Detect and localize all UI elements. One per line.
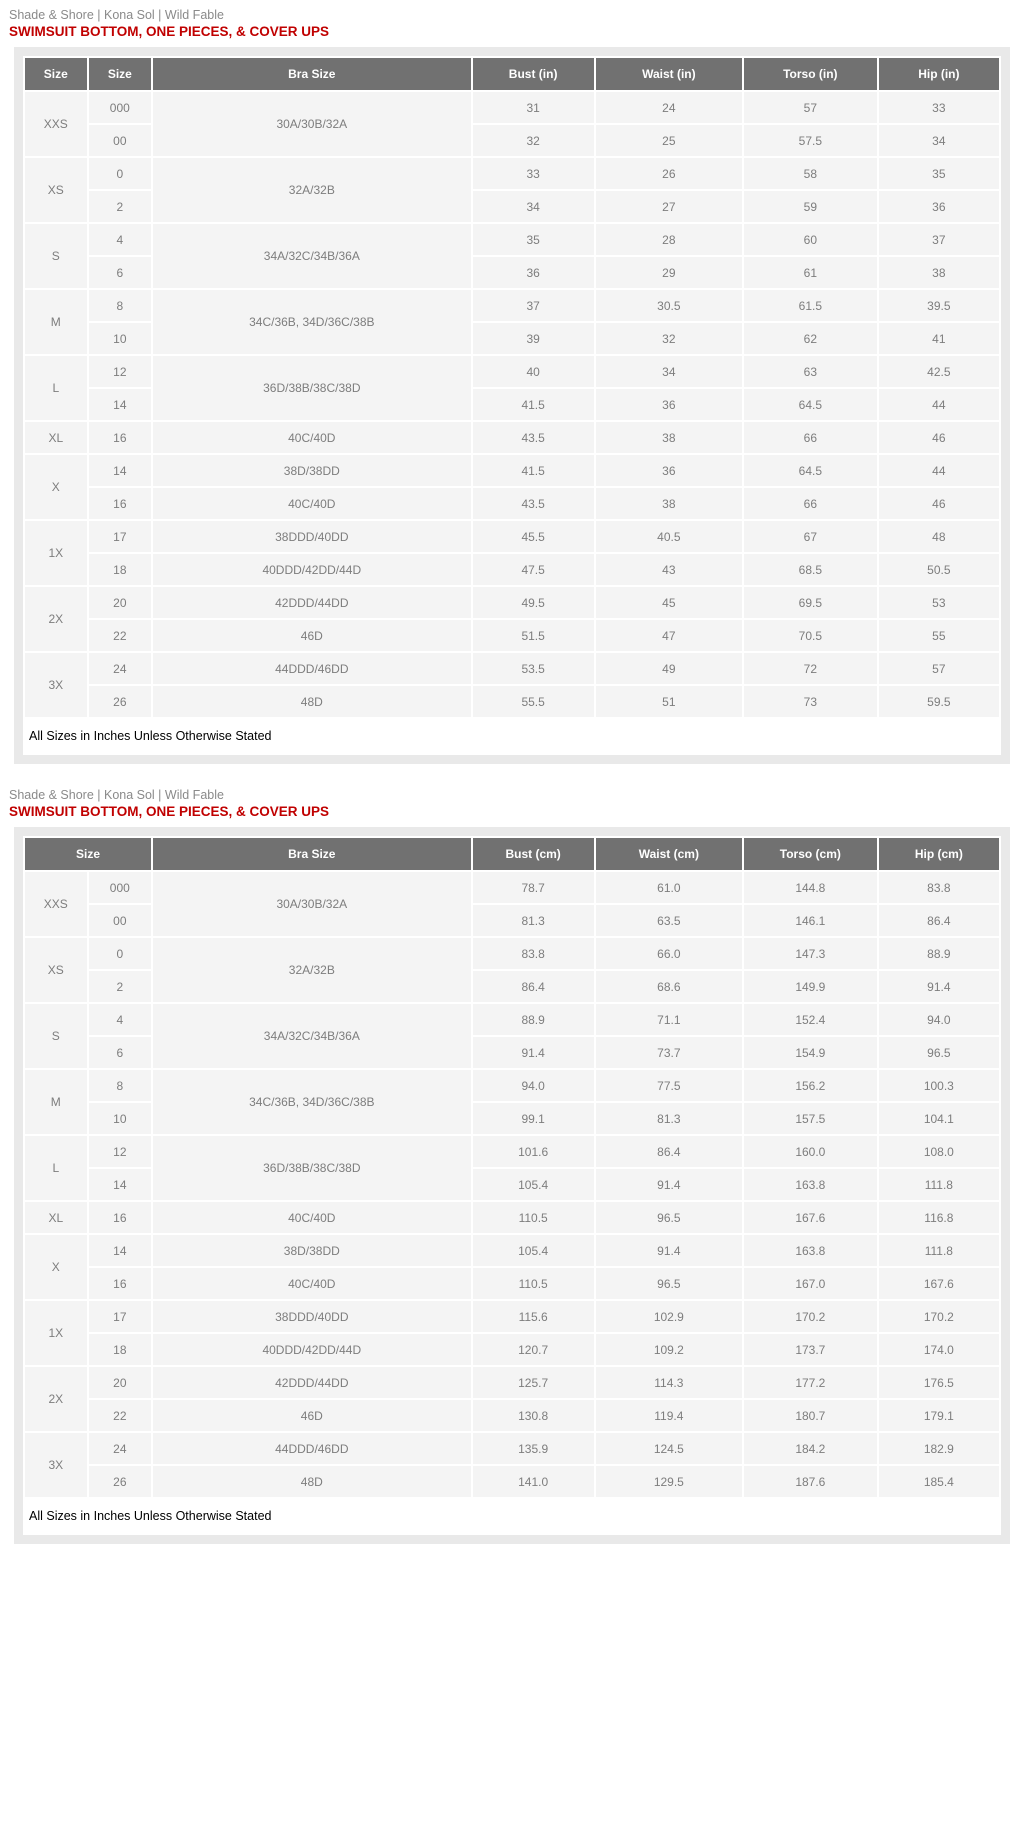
measurement-cell: 31: [473, 92, 594, 123]
measurement-cell: 32: [596, 323, 742, 354]
measurement-cell: 24: [596, 92, 742, 123]
size-group-cell: L: [25, 356, 87, 420]
column-header: Bra Size: [153, 838, 470, 870]
bra-size-cell: 34A/32C/34B/36A: [153, 1004, 470, 1068]
size-chart-panel-inches: [14, 47, 1010, 764]
footnote-row: [25, 1499, 999, 1533]
size-number-cell: 14: [89, 1235, 152, 1266]
bra-size-cell: 44DDD/46DD: [153, 653, 470, 684]
measurement-cell: 57.5: [744, 125, 877, 156]
measurement-cell: 115.6: [473, 1301, 594, 1332]
measurement-cell: 59: [744, 191, 877, 222]
measurement-cell: 157.5: [744, 1103, 877, 1134]
measurement-cell: 41.5: [473, 455, 594, 486]
bra-size-cell: 38D/38DD: [153, 455, 470, 486]
table-row: [25, 587, 999, 618]
measurement-cell: 51: [596, 686, 742, 717]
size-number-cell: 16: [89, 422, 152, 453]
measurement-cell: 101.6: [473, 1136, 594, 1167]
measurement-cell: 185.4: [879, 1466, 999, 1497]
measurement-cell: 61: [744, 257, 877, 288]
bra-size-cell: 36D/38B/38C/38D: [153, 356, 470, 420]
size-number-cell: 4: [89, 224, 152, 255]
measurement-cell: 88.9: [473, 1004, 594, 1035]
footnote-row: [25, 719, 999, 753]
measurement-cell: 152.4: [744, 1004, 877, 1035]
measurement-cell: 44: [879, 455, 999, 486]
bra-size-cell: 40DDD/42DD/44D: [153, 554, 470, 585]
measurement-cell: 170.2: [744, 1301, 877, 1332]
measurement-cell: 26: [596, 158, 742, 189]
measurement-cell: 32: [473, 125, 594, 156]
measurement-cell: 50.5: [879, 554, 999, 585]
measurement-cell: 173.7: [744, 1334, 877, 1365]
table-row: [25, 356, 999, 387]
column-header-size: Size: [89, 58, 152, 90]
measurement-cell: 37: [473, 290, 594, 321]
measurement-cell: 167.6: [744, 1202, 877, 1233]
bra-size-cell: 30A/30B/32A: [153, 92, 470, 156]
measurement-cell: 38: [879, 257, 999, 288]
measurement-cell: 83.8: [879, 872, 999, 903]
table-row: [25, 1400, 999, 1431]
size-number-cell: 14: [89, 389, 152, 420]
size-chart-panel-cm: [14, 827, 1010, 1544]
measurement-cell: 61.0: [596, 872, 742, 903]
measurement-cell: 42.5: [879, 356, 999, 387]
table-row: [25, 1334, 999, 1365]
cm-section: [0, 764, 1024, 1544]
bra-size-cell: 38D/38DD: [153, 1235, 470, 1266]
measurement-cell: 130.8: [473, 1400, 594, 1431]
bra-size-cell: 46D: [153, 1400, 470, 1431]
size-number-cell: 17: [89, 521, 152, 552]
size-number-cell: 12: [89, 1136, 152, 1167]
size-group-cell: S: [25, 1004, 87, 1068]
column-header: Torso (in): [744, 58, 877, 90]
size-group-cell: L: [25, 1136, 87, 1200]
bra-size-cell: 34C/36B, 34D/36C/38B: [153, 1070, 470, 1134]
measurement-cell: 110.5: [473, 1268, 594, 1299]
measurement-cell: 68.6: [596, 971, 742, 1002]
table-row: [25, 290, 999, 321]
measurement-cell: 66.0: [596, 938, 742, 969]
size-number-cell: 20: [89, 587, 152, 618]
column-header: Torso (cm): [744, 838, 877, 870]
measurement-cell: 108.0: [879, 1136, 999, 1167]
measurement-cell: 63.5: [596, 905, 742, 936]
measurement-cell: 78.7: [473, 872, 594, 903]
bra-size-cell: 30A/30B/32A: [153, 872, 470, 936]
measurement-cell: 47: [596, 620, 742, 651]
column-header: Hip (in): [879, 58, 999, 90]
size-number-cell: 12: [89, 356, 152, 387]
category-title: SWIMSUIT BOTTOM, ONE PIECES, & COVER UPS: [9, 804, 330, 819]
bra-size-cell: 32A/32B: [153, 938, 470, 1002]
measurement-cell: 35: [473, 224, 594, 255]
measurement-cell: 43.5: [473, 488, 594, 519]
table-row: [25, 1433, 999, 1464]
bra-size-cell: 40C/40D: [153, 1202, 470, 1233]
table-row: [25, 1367, 999, 1398]
measurement-cell: 96.5: [596, 1268, 742, 1299]
column-header: Bust (in): [473, 58, 594, 90]
measurement-cell: 25: [596, 125, 742, 156]
measurement-cell: 36: [473, 257, 594, 288]
measurement-cell: 34: [879, 125, 999, 156]
footnote-text: All Sizes in Inches Unless Otherwise Stated: [25, 719, 999, 753]
measurement-cell: 141.0: [473, 1466, 594, 1497]
measurement-cell: 96.5: [596, 1202, 742, 1233]
measurement-cell: 147.3: [744, 938, 877, 969]
column-header: Waist (in): [596, 58, 742, 90]
measurement-cell: 83.8: [473, 938, 594, 969]
table-row: [25, 1235, 999, 1266]
measurement-cell: 135.9: [473, 1433, 594, 1464]
measurement-cell: 187.6: [744, 1466, 877, 1497]
size-number-cell: 17: [89, 1301, 152, 1332]
bra-size-cell: 40C/40D: [153, 1268, 470, 1299]
measurement-cell: 46: [879, 488, 999, 519]
measurement-cell: 67: [744, 521, 877, 552]
measurement-cell: 28: [596, 224, 742, 255]
measurement-cell: 47.5: [473, 554, 594, 585]
measurement-cell: 37: [879, 224, 999, 255]
measurement-cell: 39.5: [879, 290, 999, 321]
measurement-cell: 43.5: [473, 422, 594, 453]
measurement-cell: 120.7: [473, 1334, 594, 1365]
size-number-cell: 000: [89, 872, 152, 903]
table-row: [25, 872, 999, 903]
measurement-cell: 86.4: [473, 971, 594, 1002]
table-row: [25, 1268, 999, 1299]
measurement-cell: 48: [879, 521, 999, 552]
measurement-cell: 73.7: [596, 1037, 742, 1068]
size-number-cell: 26: [89, 686, 152, 717]
measurement-cell: 149.9: [744, 971, 877, 1002]
measurement-cell: 38: [596, 488, 742, 519]
measurement-cell: 53.5: [473, 653, 594, 684]
measurement-cell: 100.3: [879, 1070, 999, 1101]
bra-size-cell: 48D: [153, 686, 470, 717]
section-heading: [9, 8, 1024, 40]
size-number-cell: 14: [89, 1169, 152, 1200]
measurement-cell: 55: [879, 620, 999, 651]
size-number-cell: 14: [89, 455, 152, 486]
column-header-size: Size: [25, 838, 151, 870]
bra-size-cell: 42DDD/44DD: [153, 1367, 470, 1398]
measurement-cell: 33: [879, 92, 999, 123]
size-number-cell: 0: [89, 938, 152, 969]
measurement-cell: 38: [596, 422, 742, 453]
bra-size-cell: 46D: [153, 620, 470, 651]
measurement-cell: 105.4: [473, 1169, 594, 1200]
size-group-cell: M: [25, 1070, 87, 1134]
size-group-cell: 3X: [25, 653, 87, 717]
size-group-cell: XS: [25, 938, 87, 1002]
measurement-cell: 61.5: [744, 290, 877, 321]
measurement-cell: 59.5: [879, 686, 999, 717]
measurement-cell: 64.5: [744, 389, 877, 420]
measurement-cell: 34: [473, 191, 594, 222]
measurement-cell: 69.5: [744, 587, 877, 618]
measurement-cell: 41: [879, 323, 999, 354]
table-row: [25, 224, 999, 255]
table-row: [25, 620, 999, 651]
measurement-cell: 63: [744, 356, 877, 387]
measurement-cell: 129.5: [596, 1466, 742, 1497]
table-row: [25, 653, 999, 684]
section-heading: [9, 788, 1024, 820]
measurement-cell: 58: [744, 158, 877, 189]
column-header: Bust (cm): [473, 838, 594, 870]
size-number-cell: 000: [89, 92, 152, 123]
bra-size-cell: 40C/40D: [153, 422, 470, 453]
size-number-cell: 6: [89, 1037, 152, 1068]
size-number-cell: 22: [89, 620, 152, 651]
size-group-cell: 2X: [25, 587, 87, 651]
size-group-cell: X: [25, 1235, 87, 1299]
measurement-cell: 45.5: [473, 521, 594, 552]
bra-size-cell: 48D: [153, 1466, 470, 1497]
size-number-cell: 20: [89, 1367, 152, 1398]
size-number-cell: 10: [89, 1103, 152, 1134]
brand-line: Shade & Shore | Kona Sol | Wild Fable: [9, 8, 224, 22]
measurement-cell: 177.2: [744, 1367, 877, 1398]
size-number-cell: 6: [89, 257, 152, 288]
measurement-cell: 36: [596, 389, 742, 420]
measurement-cell: 57: [744, 92, 877, 123]
measurement-cell: 146.1: [744, 905, 877, 936]
measurement-cell: 94.0: [473, 1070, 594, 1101]
measurement-cell: 182.9: [879, 1433, 999, 1464]
table-row: [25, 422, 999, 453]
table-row: [25, 1004, 999, 1035]
measurement-cell: 88.9: [879, 938, 999, 969]
size-number-cell: 10: [89, 323, 152, 354]
measurement-cell: 40: [473, 356, 594, 387]
measurement-cell: 34: [596, 356, 742, 387]
size-group-cell: X: [25, 455, 87, 519]
size-number-cell: 24: [89, 1433, 152, 1464]
measurement-cell: 30.5: [596, 290, 742, 321]
table-row: [25, 158, 999, 189]
measurement-cell: 99.1: [473, 1103, 594, 1134]
measurement-cell: 167.0: [744, 1268, 877, 1299]
measurement-cell: 124.5: [596, 1433, 742, 1464]
size-number-cell: 00: [89, 125, 152, 156]
measurement-cell: 40.5: [596, 521, 742, 552]
column-header: Hip (cm): [879, 838, 999, 870]
bra-size-cell: 38DDD/40DD: [153, 1301, 470, 1332]
size-group-cell: 1X: [25, 1301, 87, 1365]
measurement-cell: 104.1: [879, 1103, 999, 1134]
measurement-cell: 180.7: [744, 1400, 877, 1431]
size-group-cell: M: [25, 290, 87, 354]
measurement-cell: 68.5: [744, 554, 877, 585]
column-header: Waist (cm): [596, 838, 742, 870]
measurement-cell: 91.4: [473, 1037, 594, 1068]
size-number-cell: 00: [89, 905, 152, 936]
measurement-cell: 49: [596, 653, 742, 684]
size-group-cell: XXS: [25, 872, 87, 936]
bra-size-cell: 40DDD/42DD/44D: [153, 1334, 470, 1365]
size-number-cell: 22: [89, 1400, 152, 1431]
size-number-cell: 26: [89, 1466, 152, 1497]
size-number-cell: 8: [89, 290, 152, 321]
table-row: [25, 938, 999, 969]
brand-line: Shade & Shore | Kona Sol | Wild Fable: [9, 788, 224, 802]
measurement-cell: 167.6: [879, 1268, 999, 1299]
measurement-cell: 45: [596, 587, 742, 618]
measurement-cell: 144.8: [744, 872, 877, 903]
size-chart-table-cm: [23, 836, 1001, 1535]
size-number-cell: 2: [89, 971, 152, 1002]
table-row: [25, 1202, 999, 1233]
bra-size-cell: 40C/40D: [153, 488, 470, 519]
measurement-cell: 35: [879, 158, 999, 189]
table-row: [25, 686, 999, 717]
measurement-cell: 62: [744, 323, 877, 354]
size-number-cell: 16: [89, 1268, 152, 1299]
measurement-cell: 43: [596, 554, 742, 585]
measurement-cell: 96.5: [879, 1037, 999, 1068]
measurement-cell: 70.5: [744, 620, 877, 651]
measurement-cell: 154.9: [744, 1037, 877, 1068]
measurement-cell: 64.5: [744, 455, 877, 486]
size-number-cell: 16: [89, 1202, 152, 1233]
table-row: [25, 521, 999, 552]
measurement-cell: 81.3: [473, 905, 594, 936]
size-number-cell: 8: [89, 1070, 152, 1101]
measurement-cell: 33: [473, 158, 594, 189]
size-group-cell: XL: [25, 422, 87, 453]
measurement-cell: 119.4: [596, 1400, 742, 1431]
measurement-cell: 81.3: [596, 1103, 742, 1134]
measurement-cell: 125.7: [473, 1367, 594, 1398]
measurement-cell: 174.0: [879, 1334, 999, 1365]
table-row: [25, 488, 999, 519]
measurement-cell: 102.9: [596, 1301, 742, 1332]
measurement-cell: 66: [744, 488, 877, 519]
measurement-cell: 86.4: [596, 1136, 742, 1167]
table-row: [25, 1136, 999, 1167]
size-group-cell: XL: [25, 1202, 87, 1233]
measurement-cell: 66: [744, 422, 877, 453]
measurement-cell: 77.5: [596, 1070, 742, 1101]
measurement-cell: 49.5: [473, 587, 594, 618]
table-row: [25, 455, 999, 486]
measurement-cell: 163.8: [744, 1235, 877, 1266]
bra-size-cell: 44DDD/46DD: [153, 1433, 470, 1464]
measurement-cell: 91.4: [596, 1169, 742, 1200]
size-number-cell: 4: [89, 1004, 152, 1035]
measurement-cell: 36: [596, 455, 742, 486]
measurement-cell: 111.8: [879, 1169, 999, 1200]
column-header: Bra Size: [153, 58, 470, 90]
measurement-cell: 160.0: [744, 1136, 877, 1167]
measurement-cell: 91.4: [596, 1235, 742, 1266]
size-group-cell: 3X: [25, 1433, 87, 1497]
measurement-cell: 94.0: [879, 1004, 999, 1035]
measurement-cell: 163.8: [744, 1169, 877, 1200]
bra-size-cell: 34C/36B, 34D/36C/38B: [153, 290, 470, 354]
size-number-cell: 2: [89, 191, 152, 222]
measurement-cell: 110.5: [473, 1202, 594, 1233]
measurement-cell: 60: [744, 224, 877, 255]
measurement-cell: 44: [879, 389, 999, 420]
measurement-cell: 29: [596, 257, 742, 288]
measurement-cell: 41.5: [473, 389, 594, 420]
measurement-cell: 53: [879, 587, 999, 618]
measurement-cell: 105.4: [473, 1235, 594, 1266]
measurement-cell: 176.5: [879, 1367, 999, 1398]
size-group-cell: XS: [25, 158, 87, 222]
table-row: [25, 1466, 999, 1497]
measurement-cell: 156.2: [744, 1070, 877, 1101]
measurement-cell: 179.1: [879, 1400, 999, 1431]
measurement-cell: 170.2: [879, 1301, 999, 1332]
size-group-cell: S: [25, 224, 87, 288]
footnote-text: All Sizes in Inches Unless Otherwise Stated: [25, 1499, 999, 1533]
size-number-cell: 24: [89, 653, 152, 684]
measurement-cell: 73: [744, 686, 877, 717]
measurement-cell: 57: [879, 653, 999, 684]
size-group-cell: XXS: [25, 92, 87, 156]
measurement-cell: 39: [473, 323, 594, 354]
table-row: [25, 92, 999, 123]
table-row: [25, 554, 999, 585]
measurement-cell: 114.3: [596, 1367, 742, 1398]
measurement-cell: 27: [596, 191, 742, 222]
measurement-cell: 86.4: [879, 905, 999, 936]
measurement-cell: 51.5: [473, 620, 594, 651]
table-row: [25, 1301, 999, 1332]
measurement-cell: 116.8: [879, 1202, 999, 1233]
measurement-cell: 111.8: [879, 1235, 999, 1266]
bra-size-cell: 36D/38B/38C/38D: [153, 1136, 470, 1200]
bra-size-cell: 38DDD/40DD: [153, 521, 470, 552]
size-number-cell: 18: [89, 554, 152, 585]
measurement-cell: 91.4: [879, 971, 999, 1002]
measurement-cell: 71.1: [596, 1004, 742, 1035]
size-group-cell: 2X: [25, 1367, 87, 1431]
measurement-cell: 72: [744, 653, 877, 684]
size-number-cell: 16: [89, 488, 152, 519]
column-header-size: Size: [25, 58, 87, 90]
table-row: [25, 1070, 999, 1101]
bra-size-cell: 34A/32C/34B/36A: [153, 224, 470, 288]
category-title: SWIMSUIT BOTTOM, ONE PIECES, & COVER UPS: [9, 24, 330, 39]
size-group-cell: 1X: [25, 521, 87, 585]
bra-size-cell: 42DDD/44DD: [153, 587, 470, 618]
measurement-cell: 46: [879, 422, 999, 453]
measurement-cell: 55.5: [473, 686, 594, 717]
measurement-cell: 184.2: [744, 1433, 877, 1464]
measurement-cell: 36: [879, 191, 999, 222]
size-number-cell: 18: [89, 1334, 152, 1365]
bra-size-cell: 32A/32B: [153, 158, 470, 222]
size-number-cell: 0: [89, 158, 152, 189]
inches-section: [0, 0, 1024, 764]
size-chart-table-inches: [23, 56, 1001, 755]
measurement-cell: 109.2: [596, 1334, 742, 1365]
